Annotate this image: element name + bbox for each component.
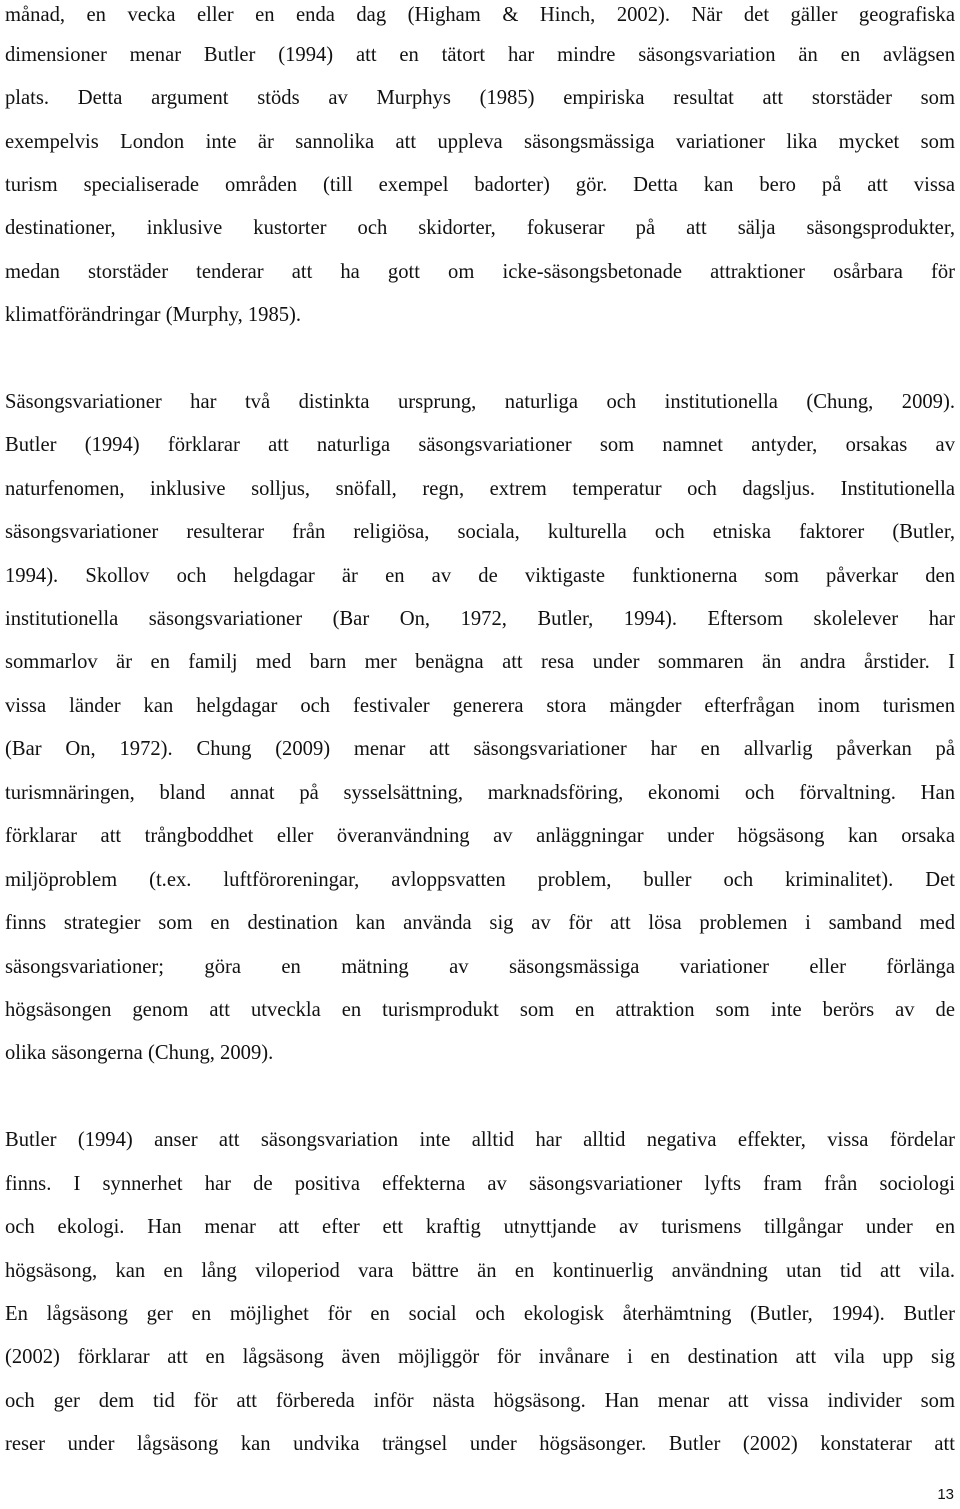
paragraph-2-line-3: naturfenomen, inklusive solljus, snöfall, regn, extrem temperatur och dagsljus. Institutionella: [5, 478, 955, 500]
paragraph-2-line-2: Butler (1994) förklarar att naturliga säsongsvariationer som namnet antyder, orsakas av: [5, 434, 955, 456]
paragraph-1-line-1: månad, en vecka eller en enda dag (Higham & Hinch, 2002). När det gäller geografiska: [5, 4, 955, 26]
paragraph-3-line-6: (2002) förklarar att en lågsäsong även möjliggör för invånare i en destination att vila upp sig: [5, 1346, 955, 1368]
paragraph-2-line-15: högsäsongen genom att utveckla en turismprodukt som en attraktion som inte berörs av de: [5, 999, 955, 1021]
paragraph-1-line-4: exempelvis London inte är sannolika att uppleva säsongsmässiga variationer lika mycket som: [5, 131, 955, 153]
page-number: 13: [937, 1486, 954, 1503]
paragraph-3-line-3: och ekologi. Han menar att efter ett kraftig utnyttjande av turismens tillgångar under en: [5, 1216, 955, 1238]
paragraph-1-line-6: destinationer, inklusive kustorter och skidorter, fokuserar på att sälja säsongsprodukter,: [5, 217, 955, 239]
paragraph-2-line-10: turismnäringen, bland annat på sysselsättning, marknadsföring, ekonomi och förvaltning. Han: [5, 782, 955, 804]
paragraph-2-line-12: miljöproblem (t.ex. luftföroreningar, avloppsvatten problem, buller och kriminalitet). Det: [5, 869, 955, 891]
paragraph-3-line-4: högsäsong, kan en lång viloperiod vara bättre än en kontinuerlig användning utan tid att vila.: [5, 1260, 955, 1282]
paragraph-1-line-7: medan storstäder tenderar att ha gott om icke-säsongsbetonade attraktioner osårbara för: [5, 261, 955, 283]
paragraph-2-line-13: finns strategier som en destination kan använda sig av för att lösa problemen i samband med: [5, 912, 955, 934]
paragraph-3-line-8: reser under lågsäsong kan undvika trängsel under högsäsonger. Butler (2002) konstaterar att: [5, 1433, 955, 1455]
paragraph-2-line-5: 1994). Skollov och helgdagar är en av de viktigaste funktionerna som påverkar den: [5, 565, 955, 587]
paragraph-3-line-5: En lågsäsong ger en möjlighet för en social och ekologisk återhämtning (Butler, 1994). Butler: [5, 1303, 955, 1325]
paragraph-2-line-7: sommarlov är en familj med barn mer benägna att resa under sommaren än andra årstider. I: [5, 651, 955, 673]
paragraph-3-line-2: finns. I synnerhet har de positiva effekterna av säsongsvariationer lyfts fram från sociologi: [5, 1173, 955, 1195]
paragraph-1-line-3: plats. Detta argument stöds av Murphys (1985) empiriska resultat att storstäder som: [5, 87, 955, 109]
paragraph-2-line-4: säsongsvariationer resulterar från religiösa, sociala, kulturella och etniska faktorer (Butler,: [5, 521, 955, 543]
paragraph-2-line-16: olika säsongerna (Chung, 2009).: [5, 1042, 274, 1064]
paragraph-1-line-5: turism specialiserade områden (till exempel badorter) gör. Detta kan bero på att vissa: [5, 174, 955, 196]
paragraph-2-line-8: vissa länder kan helgdagar och festivaler generera stora mängder efterfrågan inom turismen: [5, 695, 955, 717]
paragraph-2-line-1: Säsongsvariationer har två distinkta ursprung, naturliga och institutionella (Chung, 2009).: [5, 391, 955, 413]
paragraph-2-line-9: (Bar On, 1972). Chung (2009) menar att säsongsvariationer har en allvarlig påverkan på: [5, 738, 955, 760]
paragraph-1-line-2: dimensioner menar Butler (1994) att en tätort har mindre säsongsvariation än en avlägsen: [5, 44, 955, 66]
paragraph-2-line-11: förklarar att trångboddhet eller överanvändning av anläggningar under högsäsong kan orsaka: [5, 825, 955, 847]
paragraph-3-line-1: Butler (1994) anser att säsongsvariation inte alltid har alltid negativa effekter, vissa fördelar: [5, 1129, 955, 1151]
paragraph-2-line-6: institutionella säsongsvariationer (Bar On, 1972, Butler, 1994). Eftersom skolelever har: [5, 608, 955, 630]
paragraph-3-line-7: och ger dem tid för att förbereda inför nästa högsäsong. Han menar att vissa individer som: [5, 1390, 955, 1412]
paragraph-1-line-8: klimatförändringar (Murphy, 1985).: [5, 304, 302, 326]
paragraph-2-line-14: säsongsvariationer; göra en mätning av säsongsmässiga variationer eller förlänga: [5, 956, 955, 978]
